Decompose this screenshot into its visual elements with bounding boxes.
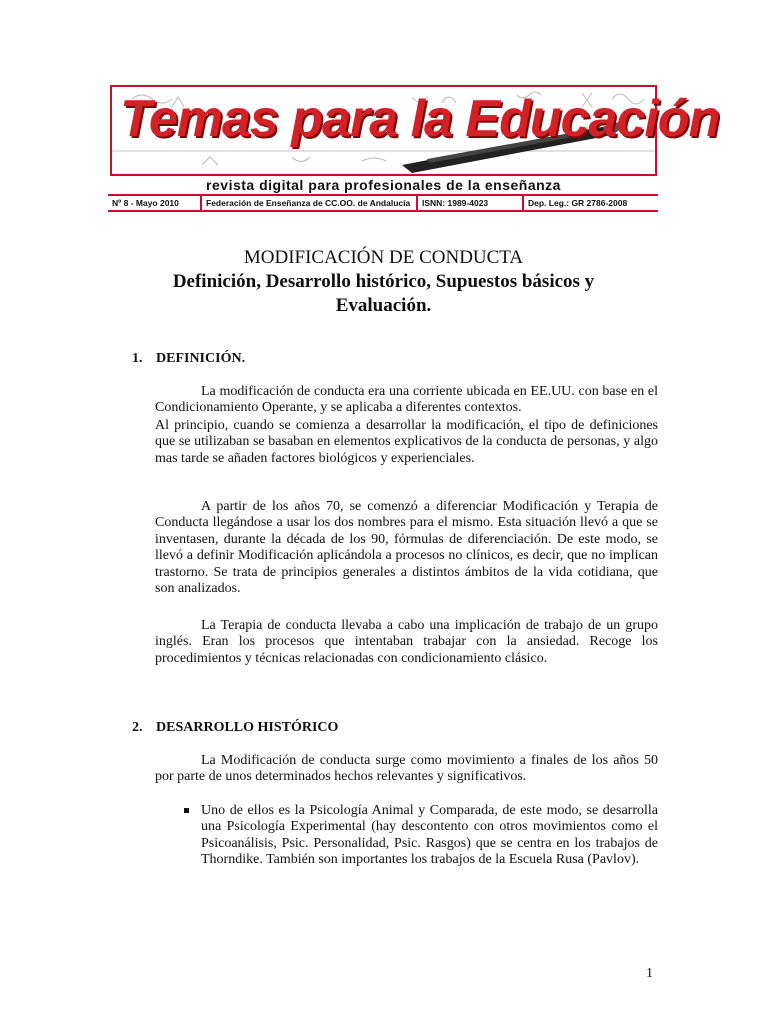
paragraph: La Terapia de conducta llevaba a cabo una implicación de trabajo de un grupo inglés. Eran los procesos que intentaban trabajar con la ansiedad. Recoge los procedimientos y técnicas relacionadas con condicionamiento clásico. <box>155 618 658 666</box>
section-number: 2. <box>132 720 143 735</box>
paragraph: La Modificación de conducta surge como movimiento a finales de los años 50 por parte de unos determinados hechos relevantes y significativos. <box>155 753 658 785</box>
paragraph: La modificación de conducta era una corriente ubicada en EE.UU. con base en el Condicionamiento Operante, y se aplicaba a diferentes contextos. <box>155 384 658 416</box>
issue-number: Nº 8 - Mayo 2010 <box>108 196 202 210</box>
section-title: DEFINICIÓN. <box>156 351 246 366</box>
masthead-tagline: revista digital para profesionales de la enseñanza <box>206 177 561 193</box>
issue-info-bar <box>108 194 658 212</box>
publisher: Federación de Enseñanza de CC.OO. de Andalucía <box>202 196 418 210</box>
paragraph: Al principio, cuando se comienza a desarrollar la modificación, el tipo de definiciones que se utilizaban se basaban en elementos explicativos de la conducta de personas, y algo mas tarde se añaden factores biológicos y experienciales. <box>155 418 658 466</box>
issn: ISNN: 1989-4023 <box>418 196 524 210</box>
section-heading-definicion <box>132 351 245 367</box>
article-title: MODIFICACIÓN DE CONDUCTA <box>243 247 524 268</box>
masthead-banner <box>110 85 720 176</box>
paragraph: A partir de los años 70, se comenzó a diferenciar Modificación y Terapia de Conducta llegándose a usar los dos nombres para el mismo. Esta situación llevó a que se inventasen, durante la década de los 90, fórmulas de diferenciación. De este modo, se llevó a definir Modificación aplicándola a procesos no clínicos, es decir, que no implican trastorno. Se trata de principios generales a distintos ámbitos de la vida cotidiana, que son analizados. <box>155 499 658 597</box>
article-subtitle: Definición, Desarrollo histórico, Supuestos básicos y Evaluación. <box>172 271 595 316</box>
section-title: DESARROLLO HISTÓRICO <box>156 720 339 735</box>
section-number: 1. <box>132 351 143 366</box>
bullet-item: Uno de ellos es la Psicología Animal y Comparada, de este modo, se desarrolla una Psicología Experimental (hay descontento con otros movimientos como el Psicoanálisis, Psic. Personalidad, Psic. Rasgos) que se centra en los trabajos de Thorndike. También son importantes los trabajos de la Escuela Rusa (Pavlov). <box>201 803 658 868</box>
section-heading-desarrollo <box>132 720 338 736</box>
legal-deposit: Dep. Leg.: GR 2786-2008 <box>528 198 628 208</box>
masthead-title: Temas para la Educación <box>120 90 720 148</box>
bullet-square-icon <box>184 808 189 813</box>
page-number: 1 <box>646 966 653 981</box>
